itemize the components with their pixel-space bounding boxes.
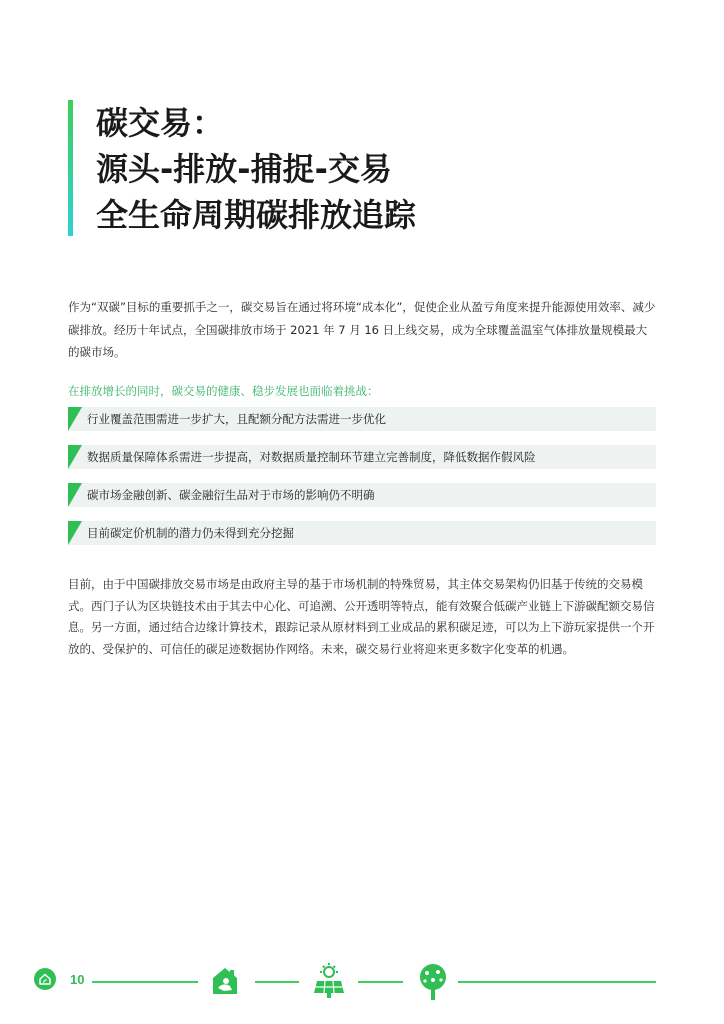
triangle-icon [68,483,82,507]
solar-panel-icon [310,962,348,1000]
title-line-1: 碳交易： [96,104,225,142]
challenge-item-text: 目前碳定价机制的潜力仍未得到充分挖掘 [87,526,294,540]
triangle-icon [68,445,82,469]
footer-divider [358,981,403,983]
challenge-item [68,483,656,507]
page-number: 10 [70,972,85,987]
title-line-3: 全生命周期碳排放追踪 [96,196,417,234]
footer-divider [92,981,198,983]
home-icon [34,968,56,990]
challenge-item-text: 碳市场金融创新、碳金融衍生品对于市场的影响仍不明确 [87,488,375,502]
footer-divider [255,981,299,983]
title-accent-bar [68,100,73,236]
page-footer [0,960,724,1004]
intro-paragraph: 作为“双碳”目标的重要抓手之一，碳交易旨在通过将环境“成本化”，促使企业从盈亏角度来提升能源使用效率、减少碳排放。经历十年试点，全国碳排放市场于 2021 年 7 月 16 日上线交易，成为全球覆盖温室气体排放量规模最大的碳市场。 [68,300,656,359]
challenges-heading: 在排放增长的同时，碳交易的健康、稳步发展也面临着挑战： [68,384,379,398]
body-paragraph: 目前，由于中国碳排放交易市场是由政府主导的基于市场机制的特殊贸易，其主体交易架构仍旧基于传统的交易模式。西门子认为区块链技术由于其去中心化、可追溯、公开透明等特点，能有效聚合低碳产业链上下游碳配额交易信息。另一方面，通过结合边缘计算技术，跟踪记录从原材料到工业成品的累积碳足迹，可以为上下游玩家提供一个开放的、受保护的、可信任的碳足迹数据协作网络。未来，碳交易行业将迎来更多数字化变革的机遇。 [68,577,655,656]
challenge-item [68,445,656,469]
tree-icon [414,962,452,1002]
title-line-2: 源头-排放-捕捉-交易 [96,150,392,188]
challenge-item [68,407,656,431]
house-hand-icon [208,964,242,998]
triangle-icon [68,521,82,545]
challenge-item-text: 行业覆盖范围需进一步扩大，且配额分配方法需进一步优化 [87,412,386,426]
challenge-item [68,521,656,545]
challenge-item-text: 数据质量保障体系需进一步提高，对数据质量控制环节建立完善制度，降低数据作假风险 [87,450,536,464]
title-block [68,100,416,238]
footer-divider [458,981,656,983]
triangle-icon [68,407,82,431]
